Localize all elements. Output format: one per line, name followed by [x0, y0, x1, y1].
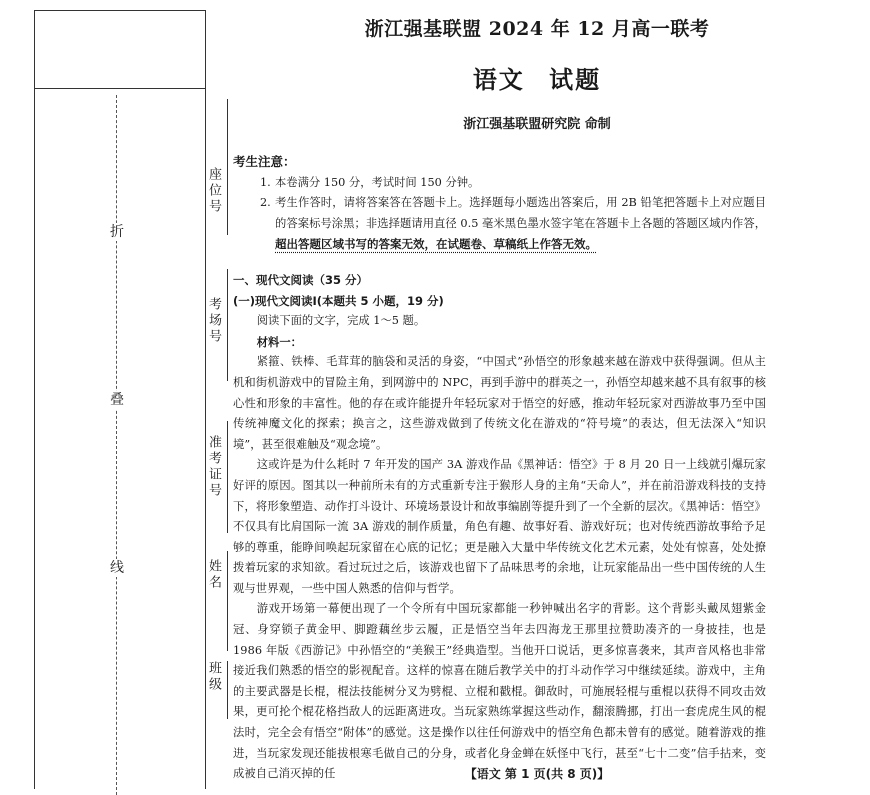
notice-item-1: 1. 本卷满分 150 分，考试时间 150 分钟。	[260, 175, 480, 189]
material-paragraph-1: 紧箍、铁棒、毛茸茸的脑袋和灵活的身姿，“中国式”孙悟空的形象越来越在游戏中获得强调。但从主机和街机游戏中的冒险主角，到网游中的 NPC，再到手游中的群英之一，孙悟空却越来越不具有叙事的核心性和形象的丰富性。他的存在或许能提升年轻玩家对于悟空的好感，推动年轻玩家对西游故事乃至中国传统神魔文化的探索；换言之，这些游戏做到了传统文化在游戏的“符号境”的表达，但无法深入“知识境”，甚至很难触及“观念境”。	[233, 355, 766, 451]
name-label: 姓名	[206, 559, 221, 591]
exam-room-line	[227, 269, 228, 381]
reading-instruction: 阅读下面的文字，完成 1～5 题。	[256, 314, 426, 328]
class-line	[227, 661, 228, 719]
section-title: 一、现代文阅读（35 分）	[233, 272, 369, 287]
fold-line	[116, 95, 117, 795]
fold-char-2: 叠	[110, 392, 124, 408]
binding-strip	[34, 10, 221, 789]
subsection-title: (一)现代文阅读Ⅰ(本题共 5 小题，19 分)	[233, 293, 444, 308]
page-footer: 【语文 第 1 页(共 8 页)】	[464, 767, 610, 781]
admission-number-label: 准考证号	[206, 435, 221, 499]
binding-divider	[35, 88, 205, 89]
exam-title: 浙江强基联盟 2024 年 12 月高一联考	[364, 18, 710, 40]
name-line	[227, 551, 228, 651]
material-paragraph-3: 游戏开场第一幕便出现了一个令所有中国玩家都能一秒钟喊出名字的背影。这个背影头戴凤翅紫金冠、身穿锁子黄金甲、脚蹬藕丝步云履，正是悟空当年去四海龙王那里拉赞助凑齐的一身披挂，也是 1986 年版《西游记》中孙悟空的“美猴王”经典造型。当他开口说话，更多惊喜袭来，其声音风格也非常接近我们熟悉的悟空的影视配音。这样的惊喜在随后教学关中的打斗动作学习中继续延续。游戏中，主角的主要武器是长棍，棍法技能树分叉为劈棍、立棍和戳棍。御敌时，可施展轻棍与重棍以获得不同攻击效果，更可抡个棍花格挡敌人的远距离进攻。当玩家熟练掌握这些动作，翻滚腾挪，打出一套虎虎生风的棍法时，完全会有悟空“附体”的感觉。这是操作以往任何游戏中的悟空角色都未曾有的感觉。随着游戏的推进，当玩家发现还能拔根寒毛做自己的分身，或者化身金蝉在妖怪中飞行，甚至“七十二变”信手拈来，变成被自己消灭掉的任	[233, 602, 766, 781]
exam-room-label: 考场号	[206, 297, 221, 345]
fold-char-1: 折	[110, 224, 124, 240]
exam-content	[233, 148, 766, 785]
notice-emphasis: 超出答题区域书写的答案无效，在试题卷、草稿纸上作答无效。	[275, 237, 597, 252]
fold-char-3: 线	[110, 560, 124, 576]
material-paragraph-2: 这或许是为什么耗时 7 年开发的国产 3A 游戏作品《黑神话：悟空》于 8 月 20 日一上线就引爆玩家好评的原因。图其以一种前所未有的方式重新专注于猴形人身的主角“天命人”，并在前沿游戏科技的支持下，将形象塑造、动作打斗设计、环境场景设计和故事编剧等提升到了一个全新的层次。《黑神话：悟空》不仅具有比肩国际一流 3A 游戏的制作质量，角色有趣、故事好看、游戏好玩；也对传统西游故事给予足够的尊重，能睁间唤起玩家留在心底的记忆；更是融入大量中华传统文化艺术元素，处处有惊喜，处处撩拨着玩家的求知欲。看过玩过之后，该游戏也留下了品味思考的余地，让玩家能品出一些中国传统的人生观与世界观，一些中国人熟悉的信仰与哲学。	[233, 458, 766, 595]
subject-title: 语文 试题	[472, 65, 602, 94]
material-label: 材料一：	[256, 334, 302, 349]
admission-number-line	[227, 421, 228, 533]
notice-item-2: 2. 考生作答时，请将答案答在答题卡上。选择题每小题选出答案后，用 2B 铅笔把答题卡上对应题目的答案标号涂黑；非选择题请用直径 0.5 毫米黑色墨水签字笔在答题卡上各题的答题区域内作答，超出答题区域书写的答案无效，在试题卷、草稿纸上作答无效。	[260, 196, 766, 252]
seat-number-label: 座位号	[206, 167, 221, 215]
class-label: 班级	[206, 661, 221, 693]
notice-title: 考生注意：	[233, 154, 296, 169]
exam-author: 浙江强基联盟研究院 命制	[463, 117, 611, 132]
